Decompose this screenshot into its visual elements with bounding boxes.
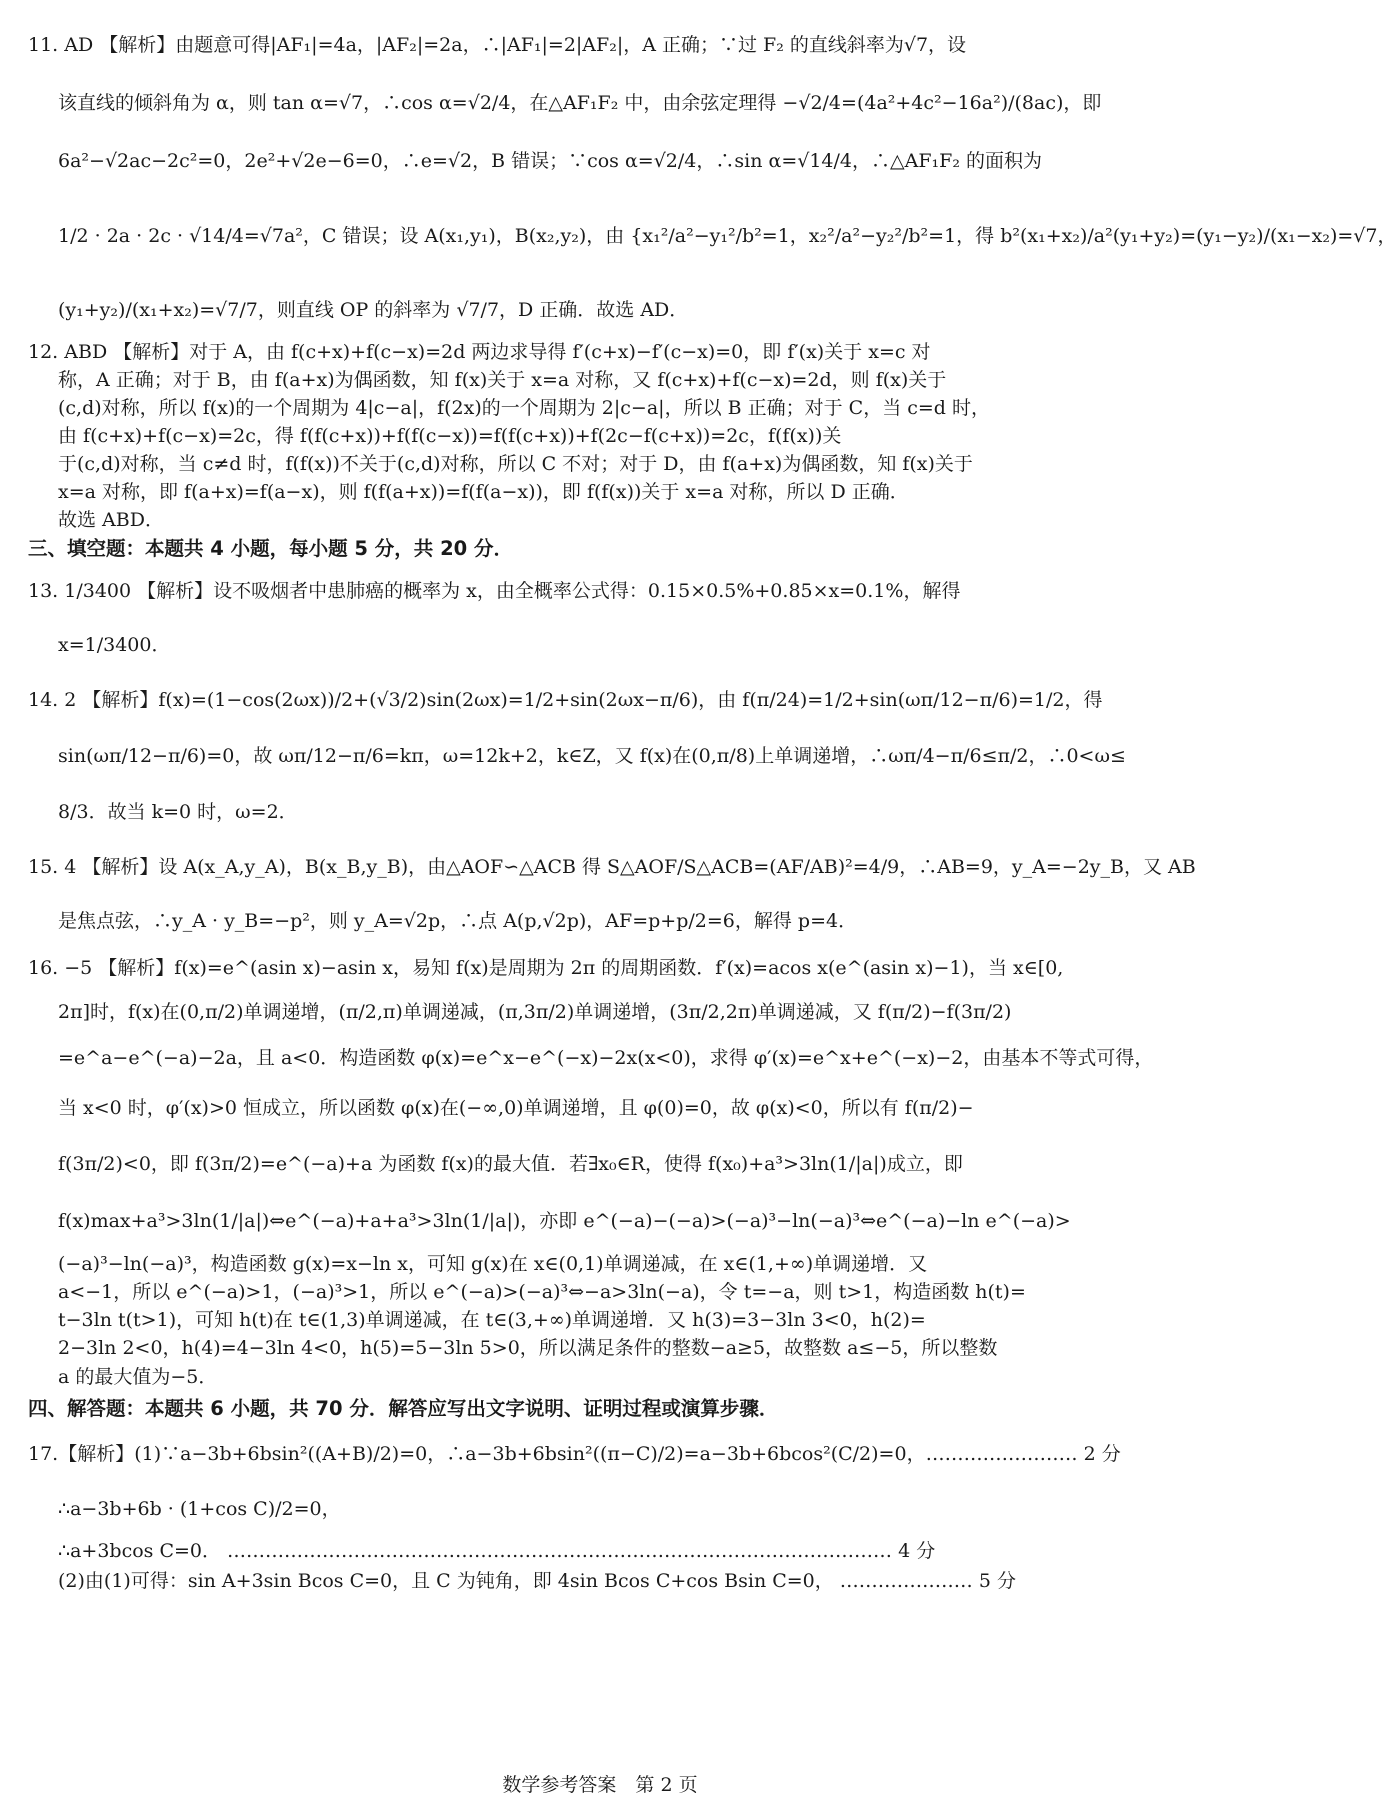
text-line: 当 x<0 时，φ′(x)>0 恒成立，所以函数 φ(x)在(−∞,0)单调递增，且 φ(0)=0，故 φ(x)<0，所以有 f(π/2)− [58, 1097, 974, 1119]
text-line: (y₁+y₂)/(x₁+x₂)=√7/7，则直线 OP 的斜率为 √7/7，D 正确．故选 AD． [58, 299, 689, 321]
text-line: 该直线的倾斜角为 α，则 tan α=√7，∴cos α=√2/4，在△AF₁F₂ 中，由余弦定理得 −√2/4=(4a²+4c²−16a²)/(8ac)，即 [58, 92, 1102, 114]
text-line: 17.【解析】(1)∵a−3b+6bsin²((A+B)/2)=0，∴a−3b+6bsin²((π−C)/2)=a−3b+6bcos²(C/2)=0，…………………… 2 分 [28, 1443, 1121, 1465]
text-line: 1/2 · 2a · 2c · √14/4=√7a²，C 错误；设 A(x₁,y₁)，B(x₂,y₂)，由 {x₁²/a²−y₁²/b²=1，x₂²/a²−y₂²/b²=1，得 b²(x₁+x₂)/a²(y₁+y₂)=(y₁−y₂)/(x₁−x₂)=√7， [58, 225, 1397, 247]
section-heading: 三、填空题：本题共 4 小题，每小题 5 分，共 20 分． [28, 537, 514, 560]
text-line: 于(c,d)对称，当 c≠d 时，f(f(x))不关于(c,d)对称，所以 C 不对；对于 D，由 f(a+x)为偶函数，知 f(x)关于 [58, 453, 973, 475]
text-line: 2π]时，f(x)在(0,π/2)单调递增，(π/2,π)单调递减，(π,3π/2)单调递增，(3π/2,2π)单调递减，又 f(π/2)−f(3π/2) [58, 1001, 1012, 1023]
text-line: 12. ABD 【解析】对于 A，由 f(c+x)+f(c−x)=2d 两边求导得 f′(c+x)−f′(c−x)=0，即 f′(x)关于 x=c 对 [28, 341, 931, 363]
text-line: 13. 1/3400 【解析】设不吸烟者中患肺癌的概率为 x，由全概率公式得：0.15×0.5%+0.85×x=0.1%，解得 [28, 580, 961, 602]
text-line: =e^a−e^(−a)−2a，且 a<0．构造函数 φ(x)=e^x−e^(−x)−2x(x<0)，求得 φ′(x)=e^x+e^(−x)−2，由基本不等式可得， [58, 1047, 1154, 1069]
text-line: 14. 2 【解析】f(x)=(1−cos(2ωx))/2+(√3/2)sin(2ωx)=1/2+sin(2ωx−π/6)，由 f(π/24)=1/2+sin(ωπ/12−π/6)=1/2，得 [28, 689, 1103, 711]
text-line: 是焦点弦，∴y_A · y_B=−p²，则 y_A=√2p，∴点 A(p,√2p)，AF=p+p/2=6，解得 p=4． [58, 910, 858, 932]
text-line: (−a)³−ln(−a)³，构造函数 g(x)=x−ln x，可知 g(x)在 x∈(0,1)单调递减，在 x∈(1,+∞)单调递增．又 [58, 1253, 928, 1275]
text-line: 6a²−√2ac−2c²=0，2e²+√2e−6=0，∴e=√2，B 错误；∵cos α=√2/4，∴sin α=√14/4，∴△AF₁F₂ 的面积为 [58, 150, 1042, 172]
answer-content [28, 16, 1397, 1596]
text-line: 8/3．故当 k=0 时，ω=2． [58, 801, 298, 823]
text-line: 故选 ABD． [58, 509, 164, 531]
text-line: a 的最大值为−5． [58, 1366, 218, 1388]
text-line: 15. 4 【解析】设 A(x_A,y_A)，B(x_B,y_B)，由△AOF∽△ACB 得 S△AOF/S△ACB=(AF/AB)²=4/9，∴AB=9，y_A=−2y_B，又 AB [28, 856, 1196, 878]
page-footer: 数学参考答案 第 2 页 [502, 1774, 698, 1796]
text-line: a<−1，所以 e^(−a)>1，(−a)³>1，所以 e^(−a)>(−a)³⇔−a>3ln(−a)，令 t=−a，则 t>1，构造函数 h(t)= [58, 1281, 1026, 1303]
text-line: t−3ln t(t>1)，可知 h(t)在 t∈(1,3)单调递减，在 t∈(3,+∞)单调递增．又 h(3)=3−3ln 3<0，h(2)= [58, 1309, 926, 1331]
text-line: x=a 对称，即 f(a+x)=f(a−x)，则 f(f(a+x))=f(f(a−x))，即 f(f(x))关于 x=a 对称，所以 D 正确． [58, 481, 909, 503]
text-line: ∴a−3b+6b · (1+cos C)/2=0， [58, 1498, 341, 1520]
text-line: ∴a+3bcos C=0． …………………………………………………………………………………………… 4 分 [58, 1540, 936, 1562]
text-line: 2−3ln 2<0，h(4)=4−3ln 4<0，h(5)=5−3ln 5>0，所以满足条件的整数−a≥5，故整数 a≤−5，所以整数 [58, 1337, 998, 1359]
text-line: (2)由(1)可得：sin A+3sin Bcos C=0，且 C 为钝角，即 4sin Bcos C+cos Bsin C=0， ………………… 5 分 [58, 1570, 1016, 1592]
text-line: 由 f(c+x)+f(c−x)=2c，得 f(f(c+x))+f(f(c−x))=f(f(c+x))+f(2c−f(c+x))=2c，f(f(x))关 [58, 425, 842, 447]
text-line: sin(ωπ/12−π/6)=0，故 ωπ/12−π/6=kπ，ω=12k+2，k∈Z，又 f(x)在(0,π/8)上单调递增，∴ωπ/4−π/6≤π/2，∴0<ω≤ [58, 745, 1126, 767]
text-line: 11. AD 【解析】由题意可得|AF₁|=4a，|AF₂|=2a，∴|AF₁|=2|AF₂|，A 正确；∵过 F₂ 的直线斜率为√7，设 [28, 34, 967, 56]
section-heading: 四、解答题：本题共 6 小题，共 70 分．解答应写出文字说明、证明过程或演算步骤． [28, 1397, 779, 1420]
text-line: 16. −5 【解析】f(x)=e^(asin x)−asin x，易知 f(x)是周期为 2π 的周期函数．f′(x)=acos x(e^(asin x)−1)，当 x∈[0, [28, 957, 1064, 979]
text-line: f(3π/2)<0，即 f(3π/2)=e^(−a)+a 为函数 f(x)的最大值．若∃x₀∈R，使得 f(x₀)+a³>3ln(1/|a|)成立，即 [58, 1153, 963, 1175]
text-line: 称，A 正确；对于 B，由 f(a+x)为偶函数，知 f(x)关于 x=a 对称，又 f(c+x)+f(c−x)=2d，则 f(x)关于 [58, 369, 947, 391]
text-line: f(x)max+a³>3ln(1/|a|)⇔e^(−a)+a+a³>3ln(1/|a|)，亦即 e^(−a)−(−a)>(−a)³−ln(−a)³⇔e^(−a)−ln e^(−a)> [58, 1210, 1071, 1232]
text-line: (c,d)对称，所以 f(x)的一个周期为 4|c−a|，f(2x)的一个周期为 2|c−a|，所以 B 正确；对于 C，当 c=d 时， [58, 397, 991, 419]
text-line: x=1/3400． [58, 634, 171, 656]
